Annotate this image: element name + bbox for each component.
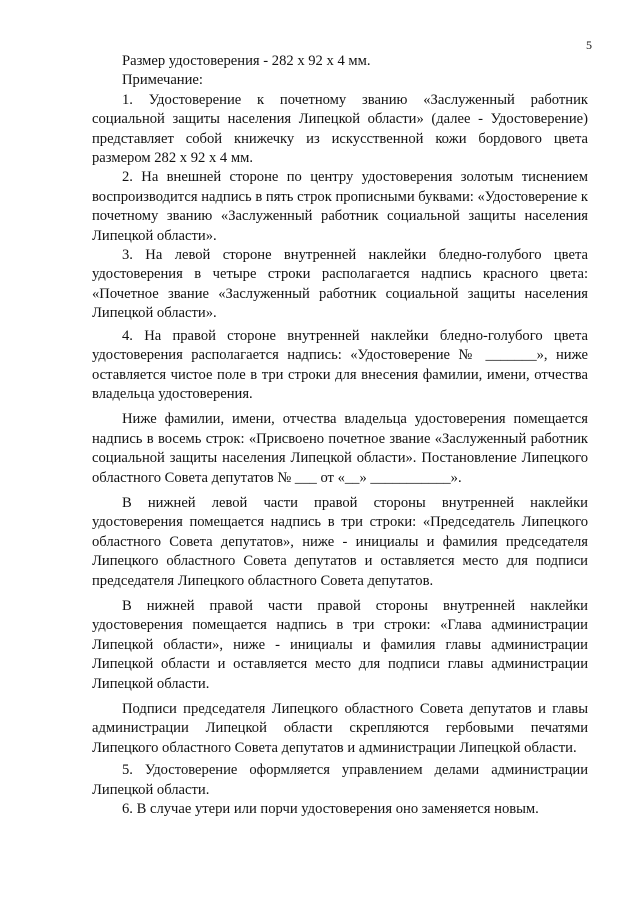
paragraph-item-1: 1. Удостоверение к почетному званию «Заслуженный работник социальной защиты населения Липецкой области» (далее - Удостоверение) представляет собой книжечку из искусственной кожи бордового цвета размером 282 х 92 х 4 мм. — [92, 91, 588, 167]
document-body — [92, 52, 588, 819]
paragraph-item-3: 3. На левой стороне внутренней наклейки бледно-голубого цвета удостоверения в четыре строки располагается надпись красного цвета: «Почетное звание «Заслуженный работник социальной защиты населения Липецкой области». — [92, 247, 588, 322]
paragraph-size: Размер удостоверения - 282 х 92 х 4 мм. — [122, 53, 371, 69]
paragraph-item-2: 2. На внешней стороне по центру удостоверения золотым тиснением воспроизводится надпись в пять строк прописными буквами: «Удостоверение к почетному званию «Заслуженный работник социальной защиты населения Липецкой области». — [92, 169, 588, 244]
page-number: 5 — [586, 38, 592, 52]
paragraph-item-4: 4. На правой стороне внутренней наклейки бледно-голубого цвета удостоверения располагается надпись: «Удостоверение № _______», ниже оставляется чистое поле в три строки для внесения фамилии, имени, отчества владельца удостоверения. — [92, 327, 588, 402]
paragraph-lower-right: В нижней правой части правой стороны внутренней наклейки удостоверения помещается надпись в три строки: «Глава администрации Липецкой области», ниже - инициалы и фамилия главы администрации Липецкой области и оставляется место для подписи главы администрации Липецкой области. — [92, 597, 588, 692]
paragraph-signatures: Подписи председателя Липецкого областного Совета депутатов и главы администрации Липецкой области скрепляются гербовыми печатями Липецкого областного Совета депутатов и администрации Липецкой области. — [92, 701, 588, 756]
paragraph-below-name: Ниже фамилии, имени, отчества владельца удостоверения помещается надпись в восемь строк: «Присвоено почетное звание «Заслуженный работник социальной защиты населения Липецкой области». Постановление Липецкого областного Совета депутатов № ___ от «__» ___________». — [92, 411, 588, 486]
paragraph-lower-left: В нижней левой части правой стороны внутренней наклейки удостоверения помещается надпись в три строки: «Председатель Липецкого областного Совета депутатов», ниже - инициалы и фамилия председателя Липецкого областного Совета депутатов и оставляется место для подписи председателя Липецкого областного Совета депутатов. — [92, 494, 588, 589]
paragraph-note-heading: Примечание: — [122, 72, 203, 89]
paragraph-item-6: 6. В случае утери или порчи удостоверения оно заменяется новым. — [122, 801, 539, 818]
paragraph-item-5: 5. Удостоверение оформляется управлением делами администрации Липецкой области. — [92, 762, 588, 798]
